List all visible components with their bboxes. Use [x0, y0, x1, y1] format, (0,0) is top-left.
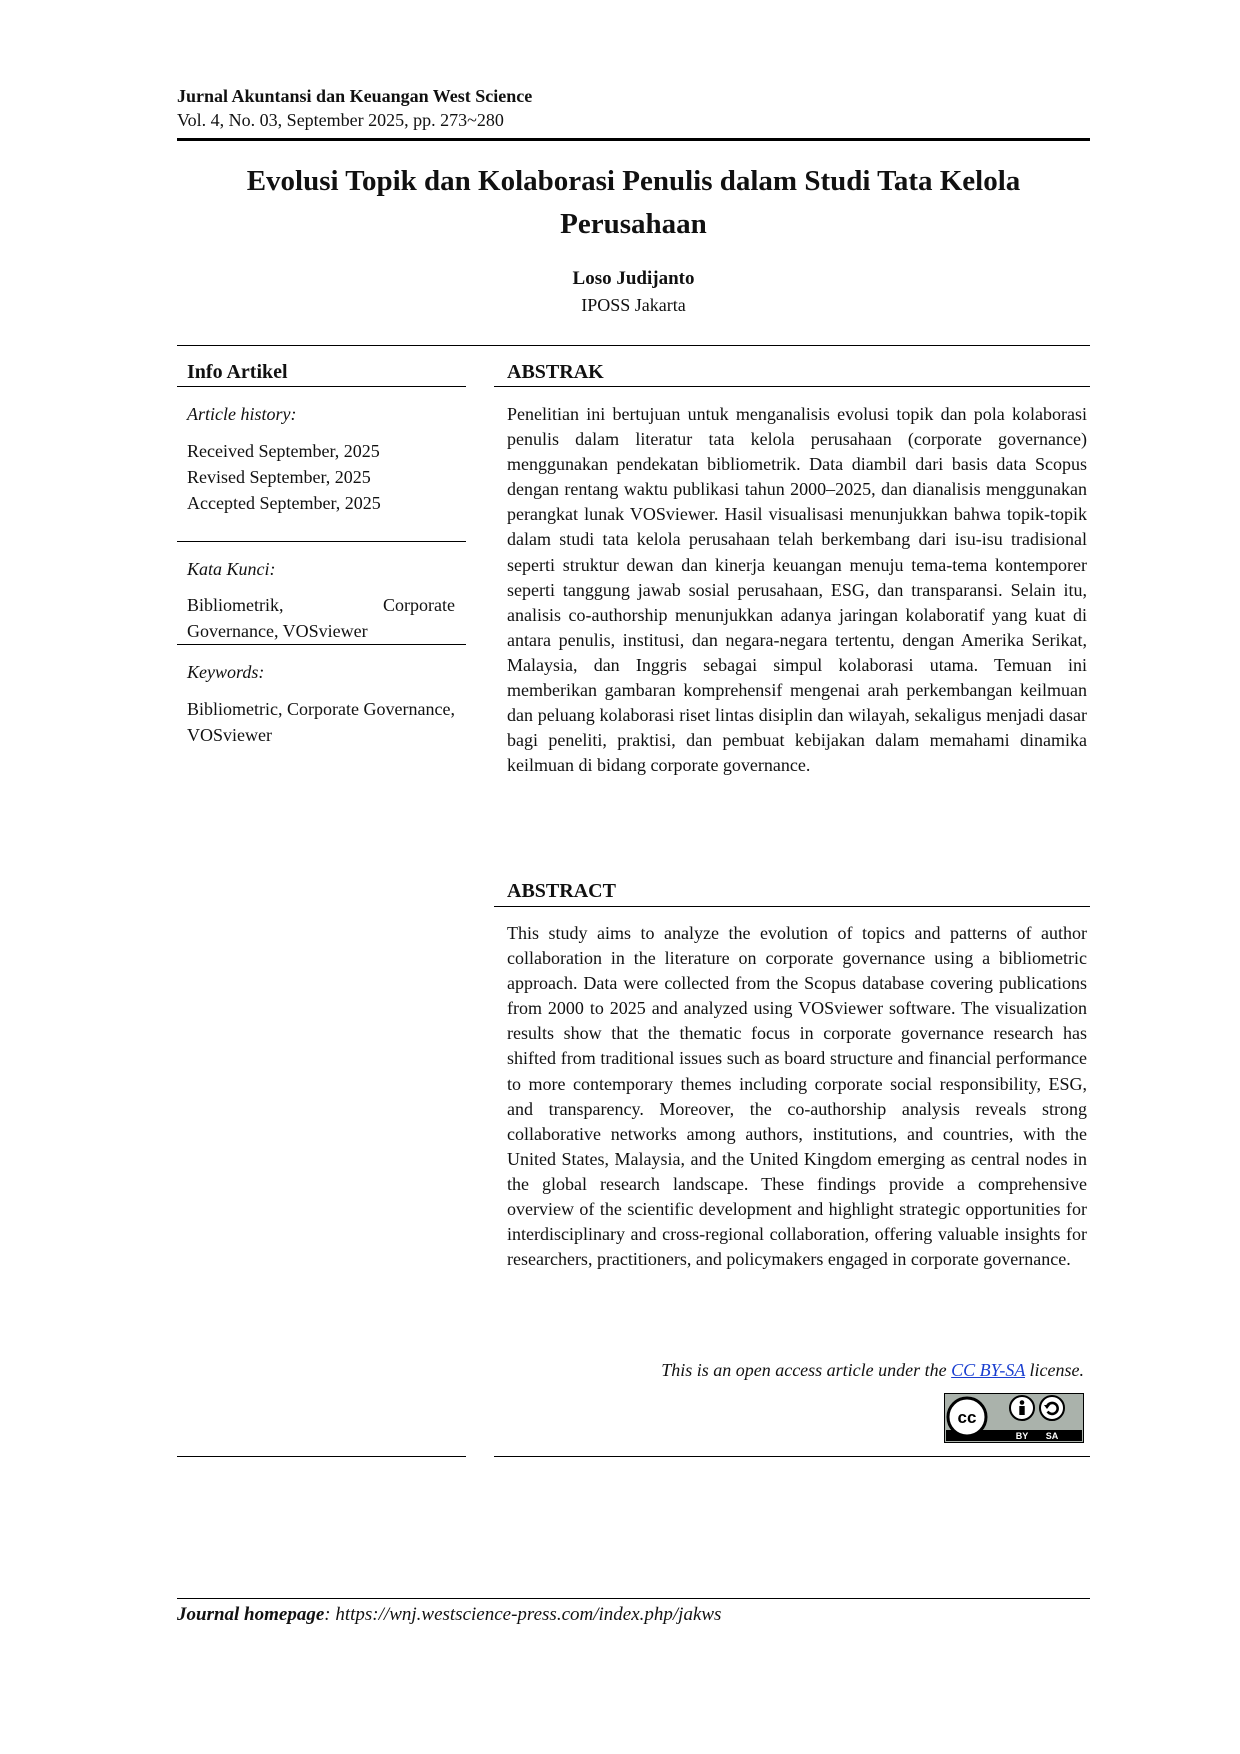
homepage-url[interactable]: : https://wnj.westscience-press.com/index.php/jakws: [324, 1604, 722, 1625]
history-received: Received September, 2025: [187, 441, 380, 461]
abstract-text: This study aims to analyze the evolution of topics and patterns of author collaboration in the literature on corporate governance using a bibliometric approach. Data were collected from the Scopus database covering publications from 2000 to 2025 and analyzed using VOSviewer software. The visualization results show that the thematic focus in corporate governance research has shifted from traditional issues such as board structure and financial performance to more contemporary themes including corporate social responsibility, ESG, and transparency. Moreover, the co-authorship analysis reveals strong collaborative networks among authors, institutions, and countries, with the United States, Malaysia, and the United Kingdom emerging as central nodes in the global research landscape. These findings provide a comprehensive overview of the scientific development and highlight strategic opportunities for interdisciplinary and cross-regional collaboration, offering valuable insights for researchers, practitioners, and policymakers engaged in corporate governance.: [507, 923, 1087, 1270]
journal-name: Jurnal Akuntansi dan Keuangan West Science: [177, 86, 533, 106]
abstrak-heading: ABSTRAK: [507, 361, 604, 383]
journal-homepage: [177, 1604, 721, 1626]
bottom-rule-right: [494, 1456, 1090, 1457]
kata-kunci-label: Kata Kunci:: [187, 559, 276, 579]
header-divider: [177, 138, 1090, 141]
abstrak-text: Penelitian ini bertujuan untuk menganalisis evolusi topik dan pola kolaborasi penulis dalam literatur tata kelola perusahaan (corporate governance) menggunakan pendekatan bibliometrik. Data diambil dari basis data Scopus dengan rentang waktu publikasi tahun 2000–2025, dan dianalisis menggunakan perangkat lunak VOSviewer. Hasil visualisasi menunjukkan bahwa topik-topik dalam studi tata kelola perusahaan telah berkembang dari isu-isu tradisional seperti struktur dewan dan kinerja keuangan menuju tema-tema kontemporer seperti tanggung jawab sosial perusahaan, ESG, dan transparansi. Selain itu, analisis co-authorship menunjukkan adanya jaringan kolaboratif yang kuat di antara penulis, institusi, dan negara-negara tertentu, dengan Amerika Serikat, Malaysia, dan Inggris sebagai simpul kolaborasi utama. Temuan ini memberikan gambaran komprehensif mengenai arah perkembangan keilmuan dan peluang kolaborasi riset lintas disiplin dan wilayah, sekaligus menjadi dasar bagi peneliti, praktisi, dan pembuat kebijakan dalam memahami dinamika keilmuan di bidang corporate governance.: [507, 404, 1087, 776]
license-notice: [494, 1360, 1084, 1381]
abstrak-heading-rule: [494, 386, 1090, 387]
author-name: Loso Judijanto: [572, 268, 695, 289]
abstract-heading: ABSTRACT: [507, 880, 616, 902]
kata-kunci-rule: [177, 541, 466, 542]
badge-by-text: BY: [1015, 1431, 1029, 1441]
homepage-label: Journal homepage: [177, 1604, 325, 1625]
volume-line: Vol. 4, No. 03, September 2025, pp. 273~280: [177, 110, 504, 130]
abstract-heading-rule: [494, 906, 1090, 907]
license-link[interactable]: CC BY-SA: [951, 1360, 1026, 1380]
license-suffix: license.: [1025, 1360, 1084, 1380]
keywords-label: Keywords:: [187, 662, 265, 682]
history-revised: Revised September, 2025: [187, 467, 371, 487]
history-label: Article history:: [187, 404, 297, 424]
section-divider: [177, 345, 1090, 346]
cc-by-sa-icon[interactable]: [944, 1393, 1084, 1443]
badge-sa-text: SA: [1045, 1431, 1059, 1441]
kata-kunci-text: Bibliometrik, Corporate Governance, VOSviewer: [187, 595, 455, 641]
license-prefix: This is an open access article under the: [661, 1360, 952, 1380]
svg-text:cc: cc: [957, 1408, 977, 1427]
keywords-text: Bibliometric, Corporate Governance, VOSviewer: [187, 699, 455, 745]
info-heading-rule: [177, 386, 466, 387]
author-affiliation: IPOSS Jakarta: [581, 295, 686, 315]
article-title: Evolusi Topik dan Kolaborasi Penulis dalam Studi Tata Kelola Perusahaan: [246, 165, 1021, 240]
keywords-rule: [177, 644, 466, 645]
history-accepted: Accepted September, 2025: [187, 493, 381, 513]
info-heading: Info Artikel: [187, 361, 288, 383]
history-list: [187, 438, 381, 516]
bottom-rule-left: [177, 1456, 466, 1457]
footer-divider: [177, 1598, 1090, 1599]
